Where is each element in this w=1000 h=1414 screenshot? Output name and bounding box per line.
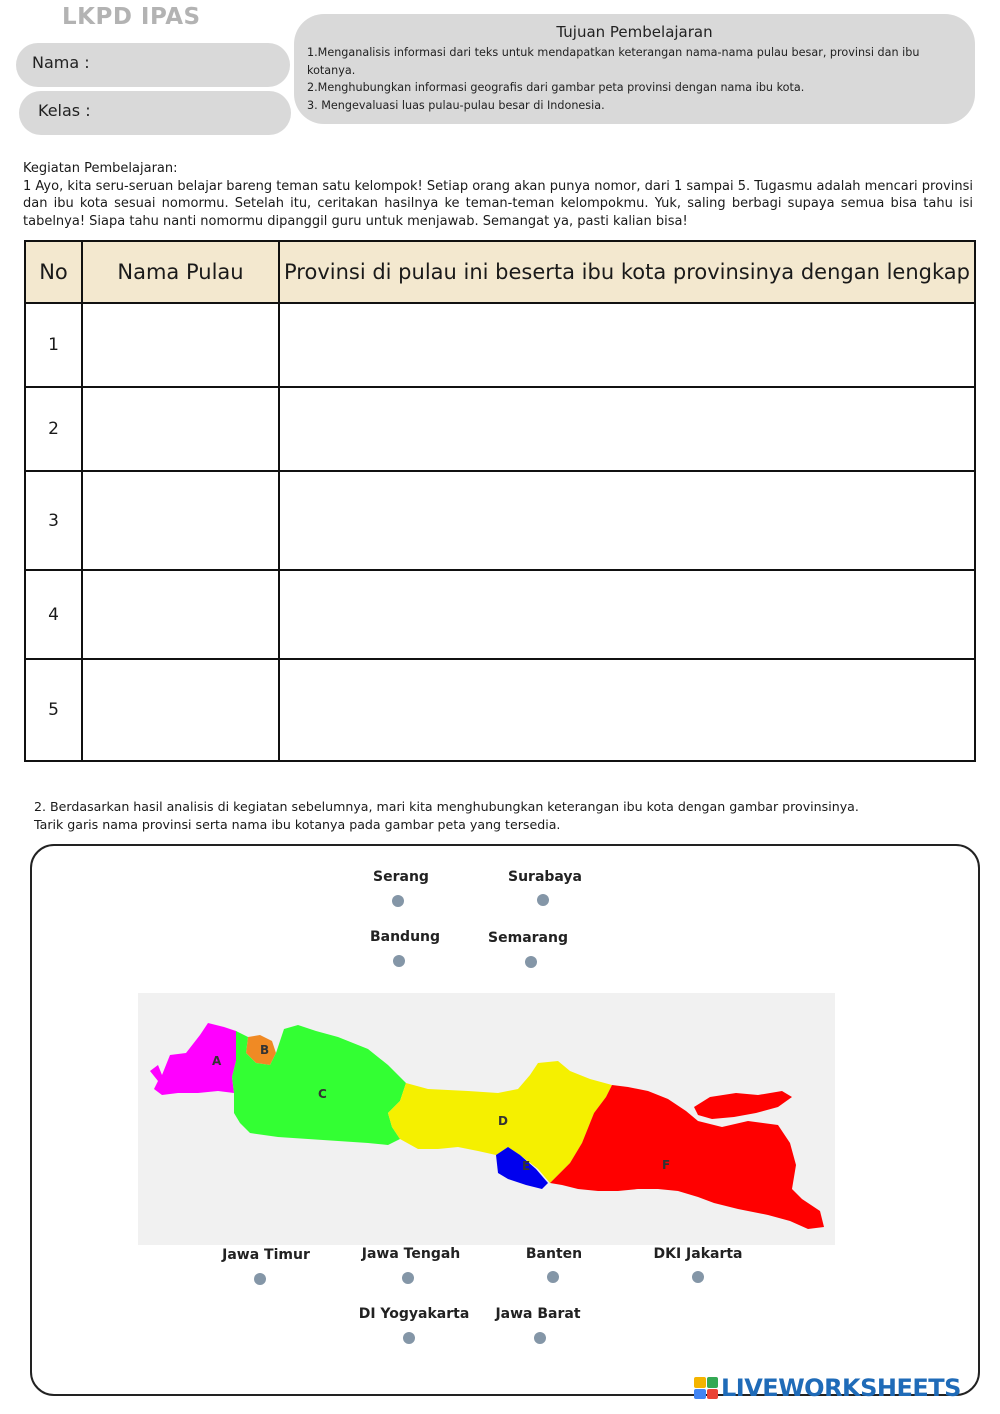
java-map-svg	[138, 993, 835, 1245]
answer-table	[24, 240, 976, 762]
header-nama-pulau: Nama Pulau	[82, 241, 279, 303]
map-label-d: D	[498, 1114, 508, 1128]
provinsi-cell[interactable]	[279, 387, 975, 471]
row-number: 2	[25, 387, 82, 471]
provinsi-cell[interactable]	[279, 570, 975, 659]
tujuan-pembelajaran-panel	[294, 14, 975, 124]
capital-label-semarang: Semarang	[488, 930, 568, 946]
province-dot-jawa-timur[interactable]	[254, 1273, 266, 1285]
province-dot-dki-jakarta[interactable]	[692, 1271, 704, 1283]
capital-dot-bandung[interactable]	[393, 955, 405, 967]
nama-pulau-cell[interactable]	[82, 659, 279, 761]
nama-pulau-cell[interactable]	[82, 471, 279, 570]
nama-pulau-cell[interactable]	[82, 387, 279, 471]
kegiatan-heading: Kegiatan Pembelajaran:	[23, 161, 178, 176]
liveworksheets-logo-icon	[694, 1377, 718, 1399]
provinsi-cell[interactable]	[279, 471, 975, 570]
province-dot-jawa-tengah[interactable]	[402, 1272, 414, 1284]
row-number: 3	[25, 471, 82, 570]
table-header-row	[25, 241, 975, 303]
table-row	[25, 387, 975, 471]
table-row	[25, 570, 975, 659]
header-no: No	[25, 241, 82, 303]
table-row	[25, 303, 975, 387]
province-dot-banten[interactable]	[547, 1271, 559, 1283]
province-dot-di-yogyakarta[interactable]	[403, 1332, 415, 1344]
capital-label-surabaya: Surabaya	[507, 869, 583, 885]
tujuan-item: 3. Mengevaluasi luas pulau-pulau besar di Indonesia.	[307, 98, 605, 112]
tujuan-item: 2.Menghubungkan informasi geografis dari gambar peta provinsi dengan nama ibu kota.	[307, 81, 805, 94]
row-number: 4	[25, 570, 82, 659]
capital-dot-semarang[interactable]	[525, 956, 537, 968]
table-row	[25, 659, 975, 761]
kelas-label: Kelas :	[38, 101, 91, 120]
province-a-shape[interactable]	[150, 1023, 236, 1095]
map-label-b: B	[260, 1043, 270, 1057]
kelas-field-container	[19, 91, 291, 135]
tujuan-item: 1.Menganalisis informasi dari teks untuk mendapatkan keterangan nama-nama pulau besar, provinsi dan ibu kotanya.	[307, 46, 920, 77]
province-label-banten: Banten	[525, 1246, 583, 1262]
row-number: 1	[25, 303, 82, 387]
table-row	[25, 471, 975, 570]
capital-dot-serang[interactable]	[392, 895, 404, 907]
activity2-line1: 2. Berdasarkan hasil analisis di kegiatan sebelumnya, mari kita menghubungkan keterangan ibu kota dengan gambar provinsinya.	[34, 799, 859, 814]
map-label-f: F	[662, 1158, 671, 1172]
map-label-e: E	[522, 1159, 531, 1173]
tujuan-title: Tujuan Pembelajaran	[556, 23, 713, 41]
row-number: 5	[25, 659, 82, 761]
kegiatan-section	[23, 160, 973, 230]
kegiatan-instructions: 1 Ayo, kita seru-seruan belajar bareng teman satu kelompok! Setiap orang akan punya nomor, dari 1 sampai 5. Tugasmu adalah mencari provinsi dan ibu kota sesuai nomormu. Setelah itu, ceritakan hasilnya ke teman-teman kelompokmu. Yuk, saling berbagi supaya semua bisa tahu isi tabelnya! Siapa tahu nanti nomormu dipanggil guru untuk menjawab. Semangat ya, pasti kalian bisa!	[23, 178, 973, 229]
madura-island-shape[interactable]	[694, 1091, 792, 1119]
nama-input[interactable]	[96, 51, 276, 79]
province-label-jawa-tengah: Jawa Tengah	[361, 1246, 461, 1262]
activity2-instructions	[34, 798, 974, 833]
capital-label-bandung: Bandung	[369, 929, 441, 945]
worksheet-title: LKPD IPAS	[62, 4, 201, 30]
nama-pulau-cell[interactable]	[82, 303, 279, 387]
liveworksheets-brand[interactable]	[694, 1373, 961, 1403]
tujuan-list	[307, 44, 955, 114]
province-label-jawa-timur: Jawa Timur	[222, 1247, 310, 1263]
capital-label-serang: Serang	[373, 869, 429, 885]
map-label-c: C	[318, 1087, 327, 1101]
province-label-di-yogyakarta: DI Yogyakarta	[358, 1306, 470, 1322]
provinsi-cell[interactable]	[279, 659, 975, 761]
province-label-jawa-barat: Jawa Barat	[495, 1306, 581, 1322]
nama-label: Nama :	[32, 53, 90, 72]
province-label-dki-jakarta: DKI Jakarta	[653, 1246, 743, 1262]
province-dot-jawa-barat[interactable]	[534, 1332, 546, 1344]
header-provinsi: Provinsi di pulau ini beserta ibu kota provinsinya dengan lengkap	[279, 241, 975, 303]
java-province-map	[138, 993, 835, 1245]
brand-name: LIVEWORKSHEETS	[721, 1374, 961, 1402]
capital-dot-surabaya[interactable]	[537, 894, 549, 906]
provinsi-cell[interactable]	[279, 303, 975, 387]
kelas-input[interactable]	[99, 99, 277, 127]
map-label-a: A	[212, 1054, 222, 1068]
activity2-line2: Tarik garis nama provinsi serta nama ibu kotanya pada gambar peta yang tersedia.	[34, 816, 561, 832]
nama-pulau-cell[interactable]	[82, 570, 279, 659]
nama-field-container	[16, 43, 290, 87]
